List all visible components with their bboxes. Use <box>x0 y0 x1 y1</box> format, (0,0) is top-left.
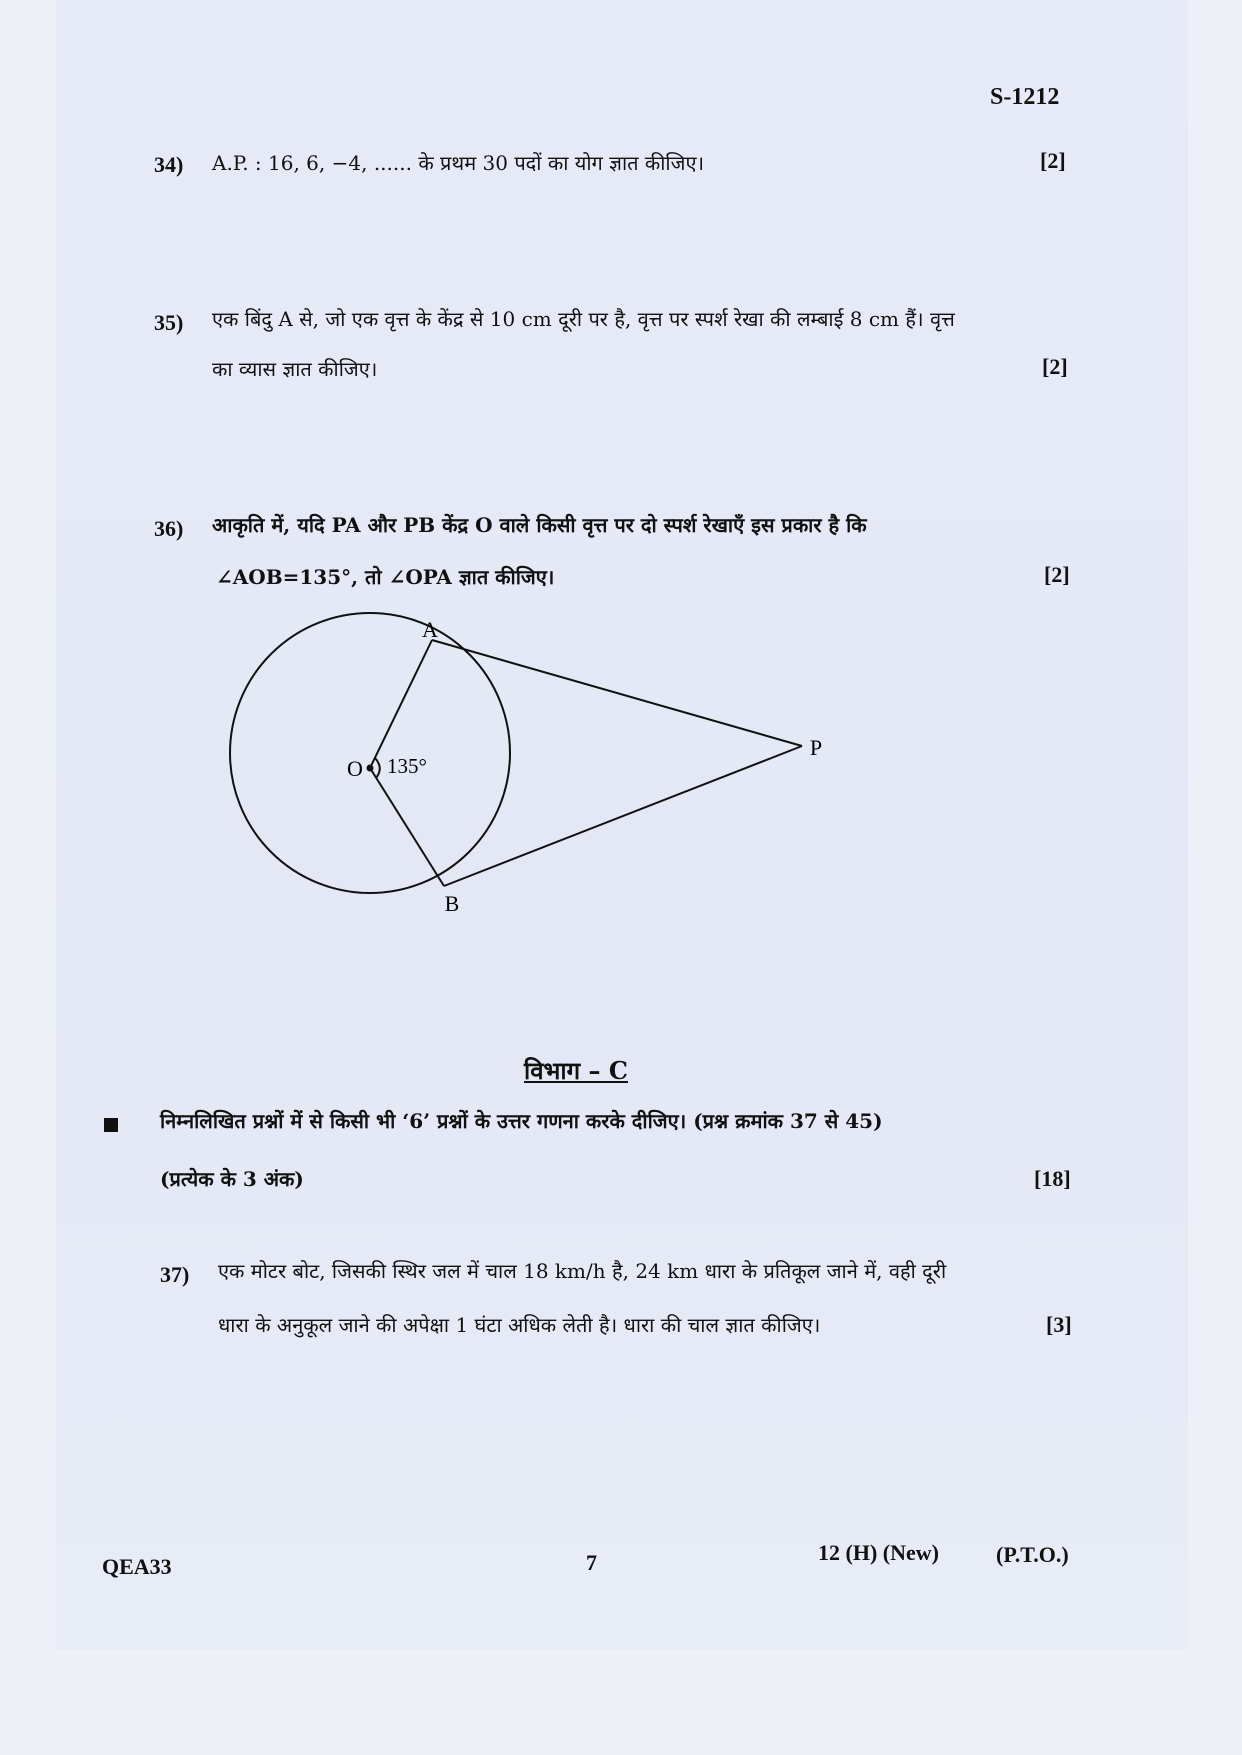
question-text-line2: का व्यास ज्ञात कीजिए। <box>212 357 378 381</box>
question-text-line1: एक मोटर बोट, जिसकी स्थिर जल में चाल 18 km/h है, 24 km धारा के प्रतिकूल जाने में, वही दूरी <box>218 1259 947 1283</box>
marks: [2] <box>1044 562 1070 587</box>
section-total-marks: [18] <box>1034 1166 1071 1191</box>
marks: [3] <box>1046 1312 1072 1337</box>
label-p: P <box>809 735 823 760</box>
section-instruction-line1: निम्नलिखित प्रश्नों में से किसी भी ‘6’ प्रश्नों के उत्तर गणना करके दीजिए। (प्रश्न क्रमांक 37 से 45) <box>160 1109 883 1133</box>
bullet-square-icon <box>104 1118 118 1132</box>
paper-code: S-1212 <box>990 84 1060 110</box>
center-point <box>367 765 374 772</box>
radius-oa <box>370 640 432 768</box>
question-text: A.P. : 16, 6, −4, ...... के प्रथम 30 पदों का योग ज्ञात कीजिए। <box>212 151 705 175</box>
question-text-line2: धारा के अनुकूल जाने की अपेक्षा 1 घंटा अधिक लेती है। धारा की चाल ज्ञात कीजिए। <box>218 1313 821 1337</box>
question-text-line2: ∠AOB=135°, तो ∠OPA ज्ञात कीजिए। <box>216 565 555 589</box>
angle-label: 135° <box>387 754 427 778</box>
section-instruction-line2: (प्रत्येक के 3 अंक) <box>160 1167 304 1191</box>
footer-code: QEA33 <box>102 1554 172 1579</box>
question-number: 37) <box>160 1262 190 1287</box>
label-a: A <box>422 617 438 642</box>
question-number: 34) <box>154 152 184 177</box>
tangent-pa <box>432 640 802 746</box>
question-text-line1: एक बिंदु A से, जो एक वृत्त के केंद्र से 10 cm दूरी पर है, वृत्त पर स्पर्श रेखा की लम्बाई 8 cm हैं। वृत्त <box>212 307 955 331</box>
question-number: 36) <box>154 516 184 541</box>
label-o: O <box>347 756 363 781</box>
circle <box>230 613 510 893</box>
page-number: 7 <box>586 1550 597 1575</box>
tangent-pb <box>444 746 802 886</box>
marks: [2] <box>1040 148 1066 173</box>
footer-subject: 12 (H) (New) <box>818 1540 939 1565</box>
radius-ob <box>370 768 444 886</box>
tangent-figure <box>220 610 840 925</box>
label-b: B <box>444 891 460 916</box>
section-heading: विभाग – C <box>524 1056 628 1085</box>
question-number: 35) <box>154 310 184 335</box>
question-text-line1: आकृति में, यदि PA और PB केंद्र O वाले किसी वृत्त पर दो स्पर्श रेखाएँ इस प्रकार है कि <box>212 513 867 537</box>
footer-pto: (P.T.O.) <box>996 1542 1069 1567</box>
angle-arc <box>375 758 380 778</box>
marks: [2] <box>1042 354 1068 379</box>
